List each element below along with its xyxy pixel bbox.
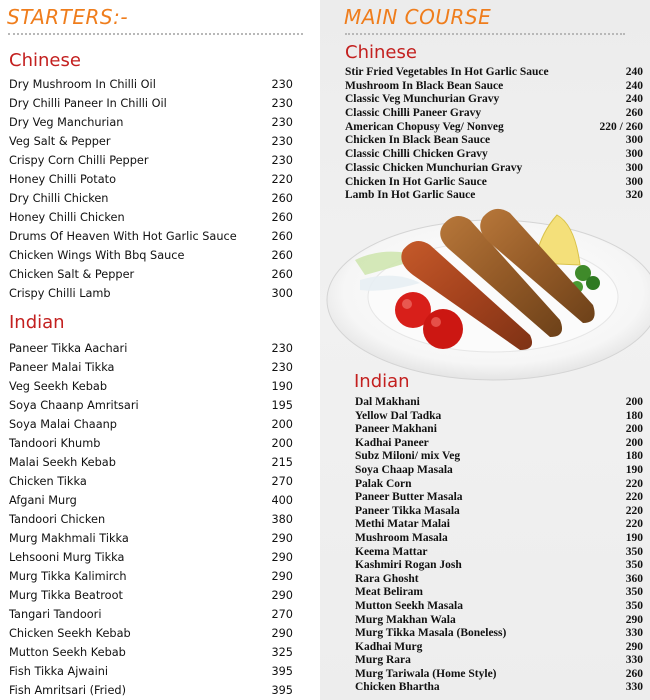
dish-name: Dry Mushroom In Chilli Oil xyxy=(9,78,156,91)
dish-name: Chicken Wings With Bbq Sauce xyxy=(9,249,185,262)
dish-price: 395 xyxy=(271,665,293,678)
dish-price: 300 xyxy=(625,134,643,147)
menu-item-row xyxy=(355,505,643,519)
dish-price: 290 xyxy=(271,570,293,583)
menu-item-row xyxy=(345,134,643,148)
dish-name: Classic Chilli Chicken Gravy xyxy=(345,148,488,161)
menu-item-row xyxy=(9,75,293,94)
menu-item-row xyxy=(355,518,643,532)
menu-item-row xyxy=(9,94,293,113)
dish-name: Paneer Butter Masala xyxy=(355,491,463,504)
dish-name: Meat Beliram xyxy=(355,586,424,599)
menu-item-row xyxy=(355,586,643,600)
dish-price: 230 xyxy=(271,97,293,110)
dish-price: 350 xyxy=(625,586,643,599)
menu-item-row xyxy=(355,668,643,682)
dish-price: 230 xyxy=(271,78,293,91)
dish-price: 260 xyxy=(271,211,293,224)
menu-item-row xyxy=(9,246,293,265)
dish-price: 260 xyxy=(271,192,293,205)
menu-item-row xyxy=(345,66,643,80)
starters-divider xyxy=(8,33,303,35)
dish-name: Murg Tikka Beatroot xyxy=(9,589,123,602)
menu-item-row xyxy=(345,176,643,190)
dish-price: 260 xyxy=(625,667,643,680)
dish-name: Keema Mattar xyxy=(355,545,428,558)
dish-name: Soya Malai Chaanp xyxy=(9,418,117,431)
dish-price: 395 xyxy=(271,684,293,697)
dish-price: 290 xyxy=(271,532,293,545)
dish-name: Kashmiri Rogan Josh xyxy=(355,559,462,572)
dish-price: 260 xyxy=(271,268,293,281)
dish-name: Chicken In Black Bean Sauce xyxy=(345,134,491,147)
menu-item-row xyxy=(9,208,293,227)
dish-name: Dry Chilli Paneer In Chilli Oil xyxy=(9,97,167,110)
dish-price: 260 xyxy=(625,107,643,120)
menu-item-row xyxy=(355,681,643,695)
menu-item-row xyxy=(9,170,293,189)
dish-name: Soya Chaanp Amritsari xyxy=(9,399,139,412)
menu-item-row xyxy=(9,434,293,453)
dish-price: 290 xyxy=(271,589,293,602)
dish-name: Tandoori Chicken xyxy=(9,513,106,526)
starters-chinese-heading: Chinese xyxy=(9,50,81,71)
dish-name: Classic Chicken Munchurian Gravy xyxy=(345,161,523,174)
dish-price: 290 xyxy=(271,627,293,640)
menu-item-row xyxy=(355,423,643,437)
dish-price: 350 xyxy=(625,545,643,558)
dish-name: Palak Corn xyxy=(355,477,412,490)
main-chinese-heading: Chinese xyxy=(345,42,417,63)
dish-price: 360 xyxy=(625,572,643,585)
dish-name: Paneer Tikka Masala xyxy=(355,504,460,517)
menu-item-row xyxy=(9,529,293,548)
dish-price: 325 xyxy=(271,646,293,659)
dish-price: 350 xyxy=(625,559,643,572)
dish-price: 240 xyxy=(625,93,643,106)
menu-item-row xyxy=(9,132,293,151)
dish-name: Mushroom Masala xyxy=(355,531,448,544)
dish-name: Kadhai Murg xyxy=(355,640,423,653)
menu-item-row xyxy=(355,464,643,478)
dish-price: 195 xyxy=(271,399,293,412)
menu-item-row xyxy=(345,189,643,203)
dish-name: Veg Seekh Kebab xyxy=(9,380,107,393)
seekh-kebab-plate-photo xyxy=(325,205,650,390)
main-chinese-list xyxy=(345,66,643,203)
dish-name: Veg Salt & Pepper xyxy=(9,135,111,148)
dish-name: Honey Chilli Chicken xyxy=(9,211,125,224)
dish-name: Yellow Dal Tadka xyxy=(355,409,442,422)
dish-price: 190 xyxy=(271,380,293,393)
starters-indian-heading: Indian xyxy=(9,312,65,333)
menu-item-row xyxy=(345,107,643,121)
dish-price: 220 xyxy=(625,491,643,504)
dish-name: Murg Rara xyxy=(355,654,411,667)
menu-item-row xyxy=(345,121,643,135)
dish-price: 300 xyxy=(625,161,643,174)
menu-item-row xyxy=(355,410,643,424)
menu-item-row xyxy=(9,339,293,358)
dish-name: Subz Miloni/ mix Veg xyxy=(355,450,461,463)
dish-price: 330 xyxy=(625,681,643,694)
dish-name: Chicken In Hot Garlic Sauce xyxy=(345,175,487,188)
dish-price: 300 xyxy=(271,287,293,300)
dish-name: Kadhai Paneer xyxy=(355,436,429,449)
main-indian-heading: Indian xyxy=(354,371,410,392)
dish-name: Murg Makhan Wala xyxy=(355,613,456,626)
dish-name: Mutton Seekh Masala xyxy=(355,599,463,612)
dish-price: 290 xyxy=(625,613,643,626)
dish-price: 290 xyxy=(271,551,293,564)
dish-name: Classic Veg Munchurian Gravy xyxy=(345,93,500,106)
menu-item-row xyxy=(9,113,293,132)
menu-item-row xyxy=(9,151,293,170)
menu-item-row xyxy=(9,415,293,434)
menu-item-row xyxy=(355,532,643,546)
menu-item-row xyxy=(9,472,293,491)
dish-name: Chicken Salt & Pepper xyxy=(9,268,135,281)
starters-indian-list xyxy=(9,339,293,700)
starters-title: STARTERS:- xyxy=(7,5,129,29)
dish-name: Lamb In Hot Garlic Sauce xyxy=(345,189,476,202)
dish-price: 190 xyxy=(625,531,643,544)
dish-price: 230 xyxy=(271,154,293,167)
menu-item-row xyxy=(345,93,643,107)
menu-item-row xyxy=(355,478,643,492)
menu-item-row xyxy=(9,491,293,510)
menu-item-row xyxy=(345,148,643,162)
main-course-title: MAIN COURSE xyxy=(344,5,492,29)
menu-item-row xyxy=(9,510,293,529)
menu-item-row xyxy=(355,450,643,464)
dish-name: Dal Makhani xyxy=(355,396,420,408)
menu-item-row xyxy=(9,265,293,284)
dish-price: 270 xyxy=(271,608,293,621)
menu-item-row xyxy=(355,600,643,614)
dish-price: 230 xyxy=(271,116,293,129)
dish-name: Fish Amritsari (Fried) xyxy=(9,684,126,697)
dish-name: Drums Of Heaven With Hot Garlic Sauce xyxy=(9,230,237,243)
menu-item-row xyxy=(9,548,293,567)
menu-item-row xyxy=(9,624,293,643)
dish-name: American Chopusy Veg/ Nonveg xyxy=(345,120,504,133)
dish-price: 220 xyxy=(625,477,643,490)
dish-price: 200 xyxy=(625,436,643,449)
dish-name: Murg Makhmali Tikka xyxy=(9,532,129,545)
dish-price: 215 xyxy=(271,456,293,469)
dish-price: 220 / 260 xyxy=(599,120,643,133)
dish-name: Rara Ghosht xyxy=(355,572,419,585)
dish-name: Malai Seekh Kebab xyxy=(9,456,116,469)
menu-item-row xyxy=(9,586,293,605)
dish-price: 220 xyxy=(625,518,643,531)
menu-item-row xyxy=(9,227,293,246)
dish-name: Classic Chilli Paneer Gravy xyxy=(345,107,482,120)
menu-item-row xyxy=(355,627,643,641)
menu-item-row xyxy=(9,453,293,472)
dish-price: 330 xyxy=(625,654,643,667)
dish-price: 240 xyxy=(625,66,643,78)
dish-name: Dry Veg Manchurian xyxy=(9,116,124,129)
menu-item-row xyxy=(9,377,293,396)
main-course-divider xyxy=(345,33,625,35)
menu-item-row xyxy=(9,189,293,208)
dish-name: Murg Tariwala (Home Style) xyxy=(355,667,497,680)
menu-item-row xyxy=(345,80,643,94)
dish-price: 290 xyxy=(625,640,643,653)
dish-name: Afgani Murg xyxy=(9,494,77,507)
dish-price: 350 xyxy=(625,599,643,612)
dish-name: Methi Matar Malai xyxy=(355,518,450,531)
dish-price: 200 xyxy=(271,418,293,431)
dish-price: 260 xyxy=(271,249,293,262)
dish-name: Tandoori Khumb xyxy=(9,437,101,450)
menu-item-row xyxy=(9,396,293,415)
menu-item-row xyxy=(355,396,643,410)
dish-price: 300 xyxy=(625,148,643,161)
dish-name: Dry Chilli Chicken xyxy=(9,192,109,205)
menu-item-row xyxy=(9,643,293,662)
main-indian-list xyxy=(355,396,643,695)
dish-name: Lehsooni Murg Tikka xyxy=(9,551,125,564)
dish-name: Crispy Corn Chilli Pepper xyxy=(9,154,149,167)
menu-item-row xyxy=(9,284,293,303)
dish-name: Mushroom In Black Bean Sauce xyxy=(345,79,504,92)
dish-price: 200 xyxy=(625,396,643,408)
dish-price: 180 xyxy=(625,450,643,463)
menu-item-row xyxy=(355,641,643,655)
dish-price: 260 xyxy=(271,230,293,243)
menu-item-row xyxy=(9,605,293,624)
dish-name: Paneer Tikka Aachari xyxy=(9,342,128,355)
starters-chinese-list xyxy=(9,75,293,303)
dish-name: Murg Tikka Kalimirch xyxy=(9,570,127,583)
dish-price: 300 xyxy=(625,175,643,188)
dish-price: 190 xyxy=(625,463,643,476)
menu-item-row xyxy=(9,681,293,700)
dish-name: Fish Tikka Ajwaini xyxy=(9,665,109,678)
dish-price: 180 xyxy=(625,409,643,422)
menu-item-row xyxy=(355,491,643,505)
menu-item-row xyxy=(355,546,643,560)
dish-name: Paneer Makhani xyxy=(355,423,437,436)
dish-name: Chicken Bhartha xyxy=(355,681,440,694)
dish-name: Honey Chilli Potato xyxy=(9,173,117,186)
dish-price: 220 xyxy=(271,173,293,186)
dish-price: 320 xyxy=(625,189,643,202)
dish-name: Chicken Seekh Kebab xyxy=(9,627,131,640)
dish-price: 200 xyxy=(271,437,293,450)
menu-item-row xyxy=(355,573,643,587)
dish-name: Soya Chaap Masala xyxy=(355,463,453,476)
dish-price: 200 xyxy=(625,423,643,436)
dish-price: 240 xyxy=(625,79,643,92)
menu-item-row xyxy=(345,162,643,176)
menu-item-row xyxy=(9,358,293,377)
dish-price: 230 xyxy=(271,135,293,148)
dish-name: Murg Tikka Masala (Boneless) xyxy=(355,627,507,640)
menu-item-row xyxy=(9,662,293,681)
dish-name: Tangari Tandoori xyxy=(9,608,102,621)
menu-item-row xyxy=(9,567,293,586)
menu-item-row xyxy=(355,654,643,668)
dish-price: 270 xyxy=(271,475,293,488)
dish-price: 220 xyxy=(625,504,643,517)
menu-item-row xyxy=(355,614,643,628)
dish-name: Paneer Malai Tikka xyxy=(9,361,115,374)
dish-name: Chicken Tikka xyxy=(9,475,87,488)
menu-item-row xyxy=(355,559,643,573)
dish-price: 230 xyxy=(271,342,293,355)
dish-name: Mutton Seekh Kebab xyxy=(9,646,126,659)
dish-name: Crispy Chilli Lamb xyxy=(9,287,111,300)
dish-price: 400 xyxy=(271,494,293,507)
menu-item-row xyxy=(355,437,643,451)
dish-price: 330 xyxy=(625,627,643,640)
dish-price: 230 xyxy=(271,361,293,374)
dish-name: Stir Fried Vegetables In Hot Garlic Sauce xyxy=(345,66,549,78)
dish-price: 380 xyxy=(271,513,293,526)
